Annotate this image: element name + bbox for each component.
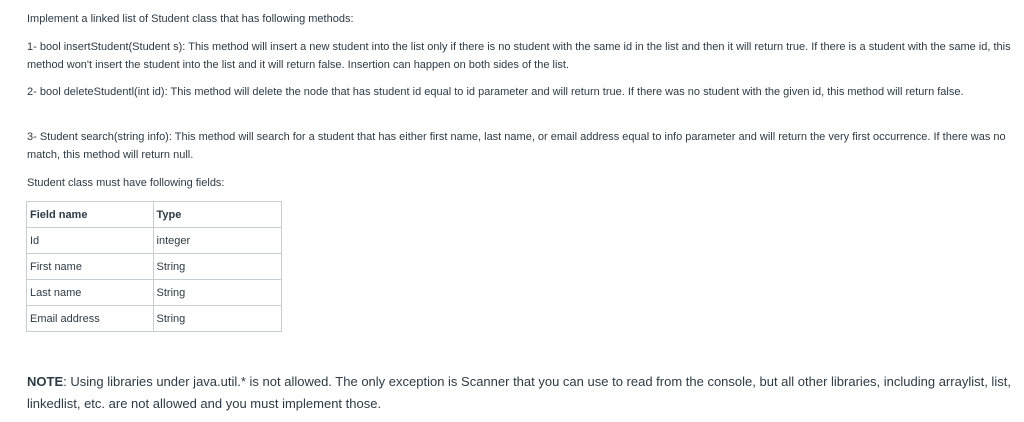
requirement-search-student: 3- Student search(string info): This method will search for a student that has either first name, last name, or email address equal to info parameter and will return the very first occurrence. If there was no match, this method will return null.: [27, 131, 1006, 161]
field-type-cell: String: [153, 306, 281, 332]
note-text: : Using libraries under java.util.* is not allowed. The only exception is Scanner that you can use to read from the console, but all other libraries, including arraylist, list, linkedlist, etc. are not allowed and you must implement those.: [27, 374, 1011, 411]
field-name-cell: Last name: [27, 280, 154, 306]
requirement-delete-student: 2- bool deleteStudentl(int id): This method will delete the node that has student id equal to id parameter and will return true. If there was no student with the given id, this method will return false.: [27, 86, 964, 98]
intro-text: Implement a linked list of Student class that has following methods:: [27, 13, 354, 25]
field-type-cell: String: [153, 280, 281, 306]
field-type-cell: String: [153, 254, 281, 280]
header-type: Type: [153, 202, 281, 228]
field-type-cell: integer: [153, 228, 281, 254]
requirement-insert-student: 1- bool insertStudent(Student s): This method will insert a new student into the list only if there is no student with the same id in the list and then it will return true. If there is a student with the same id, this method won't insert the student into the list and it will return false. Insertion can happen on both sides of the list.: [27, 41, 1011, 71]
note-label: NOTE: [27, 374, 64, 389]
field-name-cell: First name: [27, 254, 154, 280]
field-name-cell: Email address: [27, 306, 154, 332]
field-name-cell: Id: [27, 228, 154, 254]
table-header-row: [27, 202, 282, 228]
header-field-name: Field name: [27, 202, 154, 228]
student-fields-table: [26, 201, 282, 332]
fields-intro-text: Student class must have following fields:: [27, 177, 225, 189]
table-row: [27, 254, 282, 280]
table-row: [27, 306, 282, 332]
table-row: [27, 228, 282, 254]
note-paragraph: [27, 371, 1012, 415]
table-row: [27, 280, 282, 306]
